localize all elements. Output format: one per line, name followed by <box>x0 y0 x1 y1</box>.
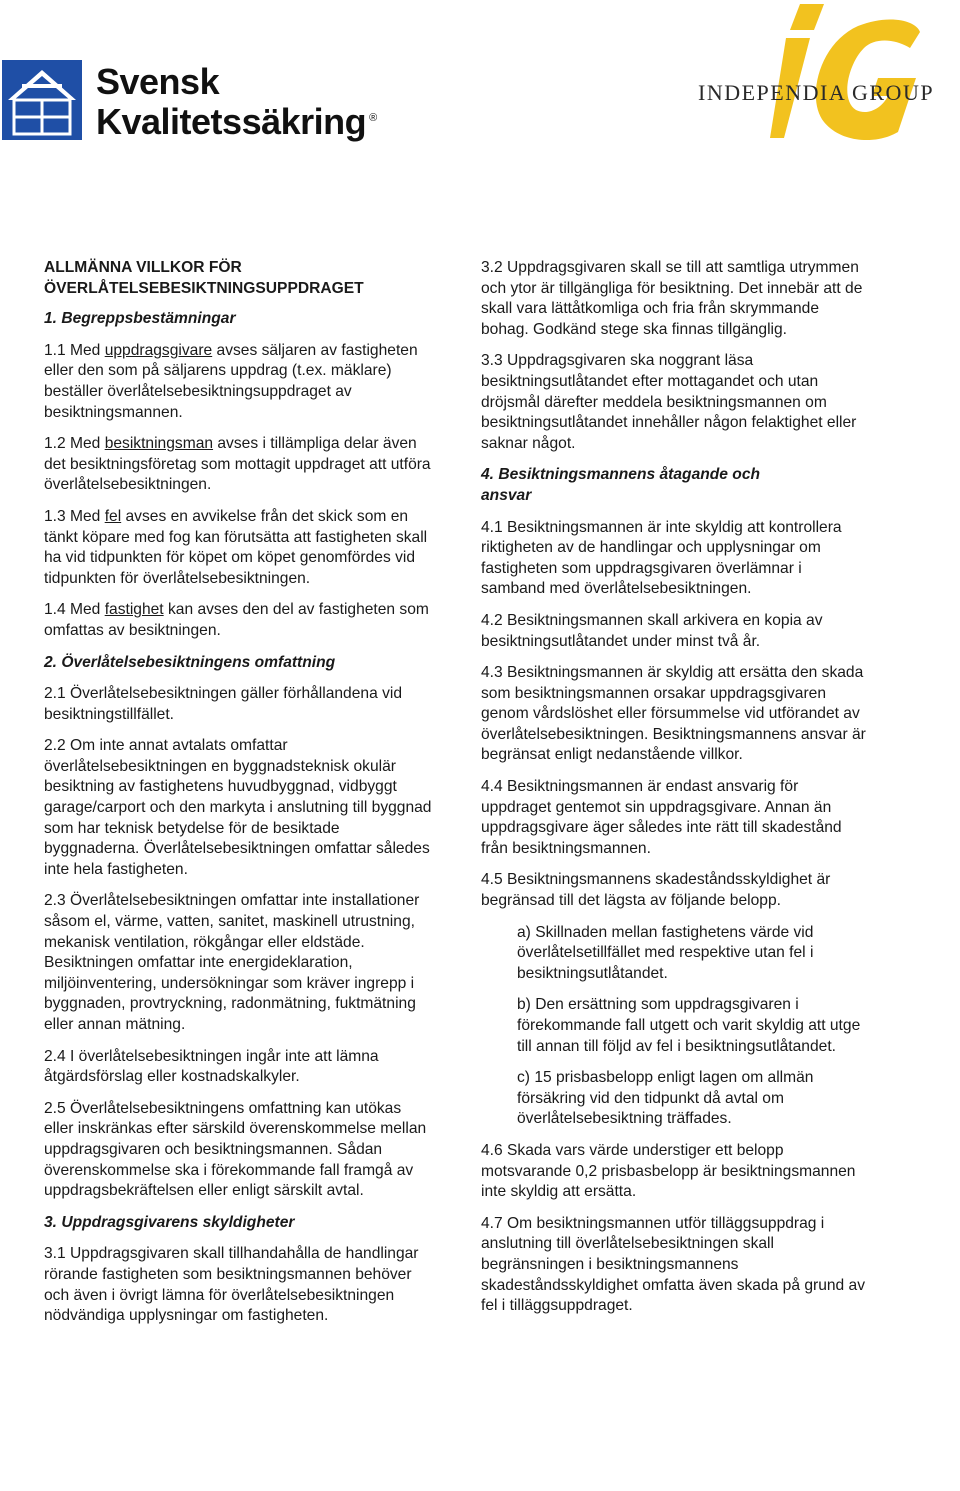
paragraph-1-4: 1.4 Med fastighet kan avses den del av fastigheten som omfattas av besiktningen. <box>44 601 429 639</box>
paragraph-1-2: 1.2 Med besiktningsman avses i tillämpliga delar även det besiktningsföretag som mottagit uppdraget att utföra överlåtelsebesiktningen. <box>44 435 431 494</box>
paragraph-1-3: 1.3 Med fel avses en avvikelse från det skick som en tänkt köpare med fog kan förutsätta att fastigheten skall ha vid tidpunkten för köpet om köpet genomfördes vid tidpunkten för överlåtelsebesiktningen. <box>44 507 428 587</box>
paragraph-3-2: 3.2 Uppdragsgivaren skall se till att samtliga utrymmen och ytor är tillgängliga för besiktning. Det innebär att de skall vara lättåtkomliga och fria från skrymmande bohag. Godkänd stege ska finnas tillgänglig. <box>481 259 863 338</box>
paragraph-4-3: 4.3 Besiktningsmannen är skyldig att ersätta den skada som besiktningsmannen orsakar uppdragsgivaren genom vårdslöshet eller försummelse vid utförandet av överlåtelsebesiktningen. Besiktningsmannens ansvar är begränsat enligt nedanstående villkor. <box>481 664 866 764</box>
house-logo-icon <box>2 60 82 140</box>
logo-line-2: Kvalitetssäkring <box>96 101 367 142</box>
independia-group-wordmark: INDEPENDIA GROUP <box>698 80 935 105</box>
section-2-heading: 2. Överlåtelsebesiktningens omfattning <box>44 653 336 671</box>
section-4-heading: 4. Besiktningsmannens åtagande och ansvar <box>481 466 761 504</box>
paragraph-4-7: 4.7 Om besiktningsmannen utför tilläggsuppdrag i anslutning till överlåtelsebesiktningen skall begränsningen i besiktningsmannens skadeståndsskyldighet omfatta även skada på grund av fel i tilläggsuppdraget. <box>481 1214 866 1315</box>
paragraph-2-2: 2.2 Om inte annat avtalats omfattar överlåtelsebesiktningen en byggnadsteknisk okulär besiktning av fastighetens huvudbyggnad, vidbyggt garage/carport och den markyta i anslutning till byggnad som har teknisk betydelse för de besiktade byggnaderna. Överlåtelsebesiktningen omfattar således inte hela fastigheten. <box>44 737 432 878</box>
section-1-heading: 1. Begreppsbestämningar <box>44 310 236 328</box>
term-fastighet: fastighet <box>104 601 164 619</box>
paragraph-4-5: 4.5 Besiktningsmannens skadeståndsskyldighet är begränsad till det lägsta av följande belopp. <box>481 871 831 910</box>
paragraph-2-4: 2.4 I överlåtelsebesiktningen ingår inte att lämna åtgärdsförslag eller kostnadskalkyler. <box>44 1047 379 1086</box>
paragraph-4-4: 4.4 Besiktningsmannen är endast ansvarig för uppdraget gentemot sin uppdragsgivare. Annan än uppdragsgivare äger således inte rätt till skadestånd från besiktningsmannen. <box>481 778 842 857</box>
list-item-b: b) Den ersättning som uppdragsgivaren i förekommande fall utgett och varit skyldig att utge till annan till följd av fel i besiktningsutlåtandet. <box>517 996 861 1055</box>
paragraph-4-1: 4.1 Besiktningsmannen är inte skyldig att kontrollera riktigheten av de handlingar och upplysningar om fastigheten som uppdragsgivaren överlämnar i samband med överlåtelsebesiktningen. <box>481 518 842 598</box>
logo-line-1: Svensk <box>96 61 220 102</box>
paragraph-4-2: 4.2 Besiktningsmannen skall arkivera en kopia av besiktningsutlåtandet under minst två år. <box>481 611 823 650</box>
paragraph-3-1: 3.1 Uppdragsgivaren skall tillhandahålla de handlingar rörande fastigheten som besiktningsmannen behöver och även i övrigt lämna för överlåtelsebesiktningen nödvändiga upplysningar om fastigheten. <box>44 1245 419 1325</box>
paragraph-2-5: 2.5 Överlåtelsebesiktningens omfattning kan utökas eller inskränkas efter särskild överenskommelse mellan uppdragsgivaren och besiktningsmannen. Sådan överenskommelse ska i förekommande fall framgå av uppdragsbekräftelsen eller enligt särskilt avtal. <box>44 1099 427 1200</box>
document-title: ALLMÄNNA VILLKOR FÖR ÖVERLÅTELSEBESIKTNINGSUPPDRAGET <box>44 259 364 297</box>
left-column <box>44 258 434 1338</box>
independia-group-logo <box>698 4 960 144</box>
paragraph-1-1: 1.1 Med uppdragsgivare avses säljaren av fastigheten eller den som på säljarens uppdrag (t.ex. mäklare) beställer överlåtelsebesiktningsuppdraget av besiktningsmannen. <box>44 341 418 421</box>
paragraph-4-6: 4.6 Skada vars värde understiger ett belopp motsvarande 0,2 prisbasbelopp är besiktningsmannen inte skyldig att ersätta. <box>481 1141 856 1201</box>
section-3-heading: 3. Uppdragsgivarens skyldigheter <box>44 1213 295 1231</box>
paragraph-3-3: 3.3 Uppdragsgivaren ska noggrant läsa besiktningsutlåtandet efter mottagandet och utan dröjsmål därefter meddela besiktningsmannen om besiktningsutlåtandet innehåller någon felaktighet eller saknar något. <box>481 352 857 452</box>
paragraph-2-1: 2.1 Överlåtelsebesiktningen gäller förhållandena vid besiktningstillfället. <box>44 685 403 723</box>
list-item-a: a) Skillnaden mellan fastighetens värde vid överlåtelsetillfället med respektive utan fel i besiktningsutlåtandet. <box>517 923 814 982</box>
paragraph-2-3: 2.3 Överlåtelsebesiktningen omfattar inte installationer såsom el, värme, vatten, sanitet, maskinell utrustning, mekanisk ventilation, rökgångar eller eldstäde. Besiktningen omfattar inte energideklaration, miljöinventering, undersökningar som kräver ingrepp i byggnaden, provtryckning, radonmätning, fuktmätning eller annan mätning. <box>44 892 420 1033</box>
registered-mark: ® <box>369 112 377 124</box>
ig-logo-icon <box>770 4 920 142</box>
svensk-kvalitetssakring-logo <box>2 60 382 146</box>
list-item-c: c) 15 prisbasbelopp enligt lagen om allmän försäkring vid den tidpunkt då avtal om överlåtelsebesiktning träffades. <box>517 1069 814 1128</box>
term-fel: fel <box>104 507 122 525</box>
term-uppdragsgivare: uppdragsgivare <box>104 341 213 359</box>
term-besiktningsman: besiktningsman <box>104 435 214 453</box>
right-column <box>481 258 866 1328</box>
